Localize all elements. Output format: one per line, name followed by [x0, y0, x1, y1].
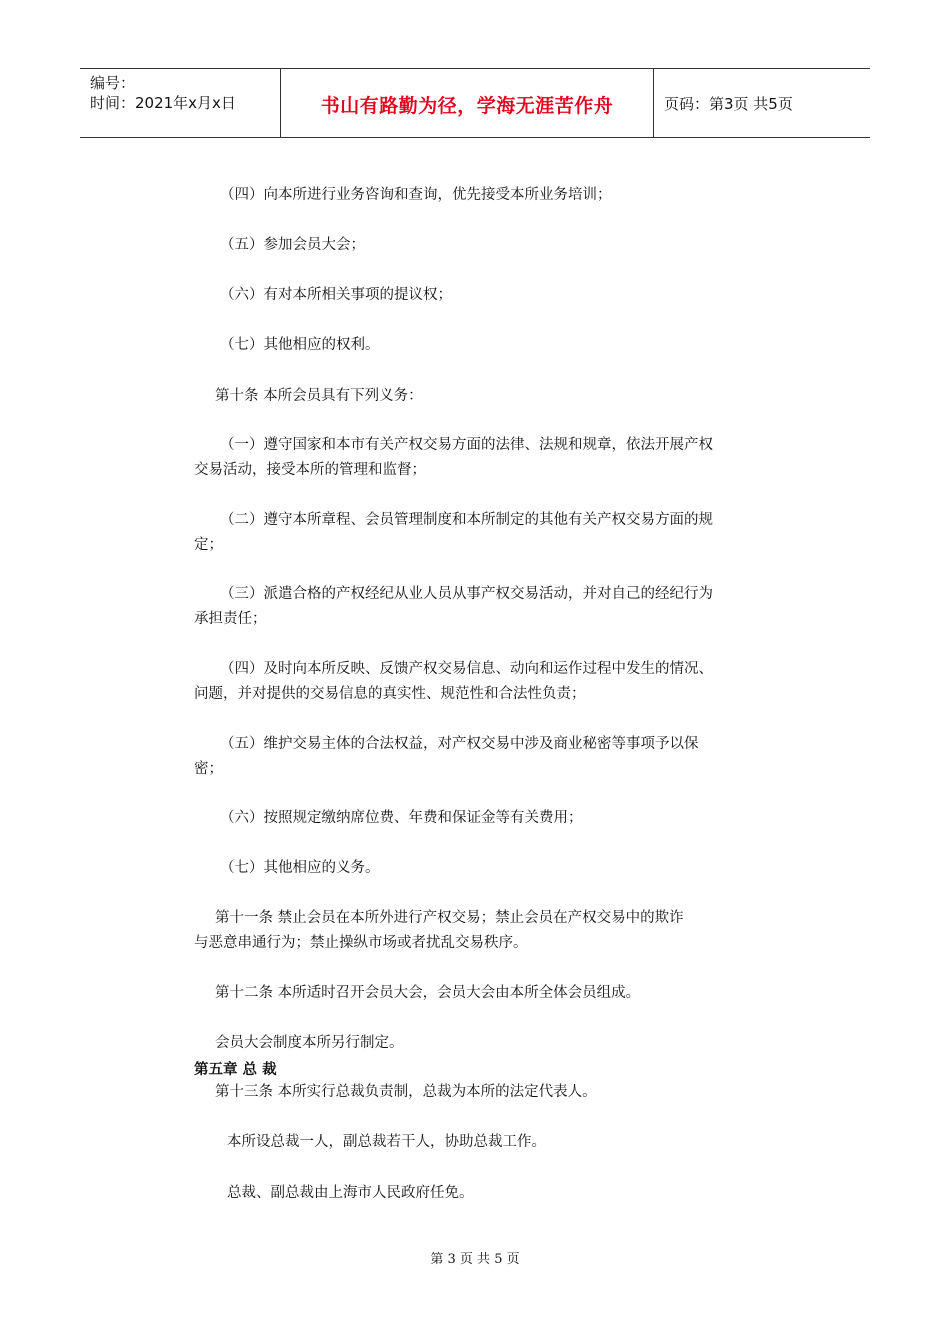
paragraph: （五）参加会员大会； [220, 237, 365, 253]
paragraph: 本所设总裁一人，副总裁若干人，协助总裁工作。 [227, 1134, 546, 1150]
paragraph-continuation: 密； [194, 761, 223, 777]
paragraph: （四）及时向本所反映、反馈产权交易信息、动向和运作过程中发生的情况、 [220, 661, 713, 677]
paragraph-continuation: 与恶意串通行为；禁止操纵市场或者扰乱交易秩序。 [194, 935, 528, 951]
paragraph: （一）遵守国家和本市有关产权交易方面的法律、法规和规章，依法开展产权 [220, 437, 713, 453]
article-paragraph: 第十一条 禁止会员在本所外进行产权交易；禁止会员在产权交易中的欺诈 [215, 910, 684, 926]
document-date-label: 时间：2021年x月x日 [90, 94, 236, 112]
paragraph: （六）按照规定缴纳席位费、年费和保证金等有关费用； [220, 810, 583, 826]
header-motto: 书山有路勤为径，学海无涯苦作舟 [320, 95, 614, 117]
page-footer: 第 3 页 共 5 页 [430, 1252, 520, 1267]
paragraph: （四）向本所进行业务咨询和查询，优先接受本所业务培训； [220, 187, 612, 203]
paragraph-continuation: 承担责任； [194, 611, 267, 627]
header-page-cell [654, 69, 870, 137]
paragraph: （二）遵守本所章程、会员管理制度和本所制定的其他有关产权交易方面的规 [220, 512, 713, 528]
paragraph: （五）维护交易主体的合法权益，对产权交易中涉及商业秘密等事项予以保 [220, 736, 699, 752]
document-number-label: 编号： [90, 74, 136, 92]
article-heading: 第十条 本所会员具有下列义务： [215, 388, 423, 404]
header-motto-cell [281, 69, 654, 137]
paragraph: （六）有对本所相关事项的提议权； [220, 287, 452, 303]
paragraph-continuation: 问题，并对提供的交易信息的真实性、规范性和合法性负责； [194, 686, 586, 702]
paragraph: 总裁、副总裁由上海市人民政府任免。 [227, 1185, 474, 1201]
article-paragraph: 第十三条 本所实行总裁负责制，总裁为本所的法定代表人。 [215, 1084, 597, 1100]
paragraph: （三）派遣合格的产权经纪从业人员从事产权交易活动，并对自己的经纪行为 [220, 586, 713, 602]
paragraph: 会员大会制度本所另行制定。 [215, 1035, 404, 1051]
paragraph: （七）其他相应的义务。 [220, 860, 380, 876]
article-paragraph: 第十二条 本所适时召开会员大会，会员大会由本所全体会员组成。 [215, 985, 641, 1001]
page-header [80, 68, 870, 138]
header-page-info: 页码：第3页 共5页 [664, 95, 793, 113]
header-meta [80, 69, 281, 137]
paragraph: （七）其他相应的权利。 [220, 337, 380, 353]
paragraph-continuation: 定； [194, 537, 223, 553]
paragraph-continuation: 交易活动，接受本所的管理和监督； [194, 462, 426, 478]
chapter-heading: 第五章 总 裁 [194, 1062, 277, 1078]
